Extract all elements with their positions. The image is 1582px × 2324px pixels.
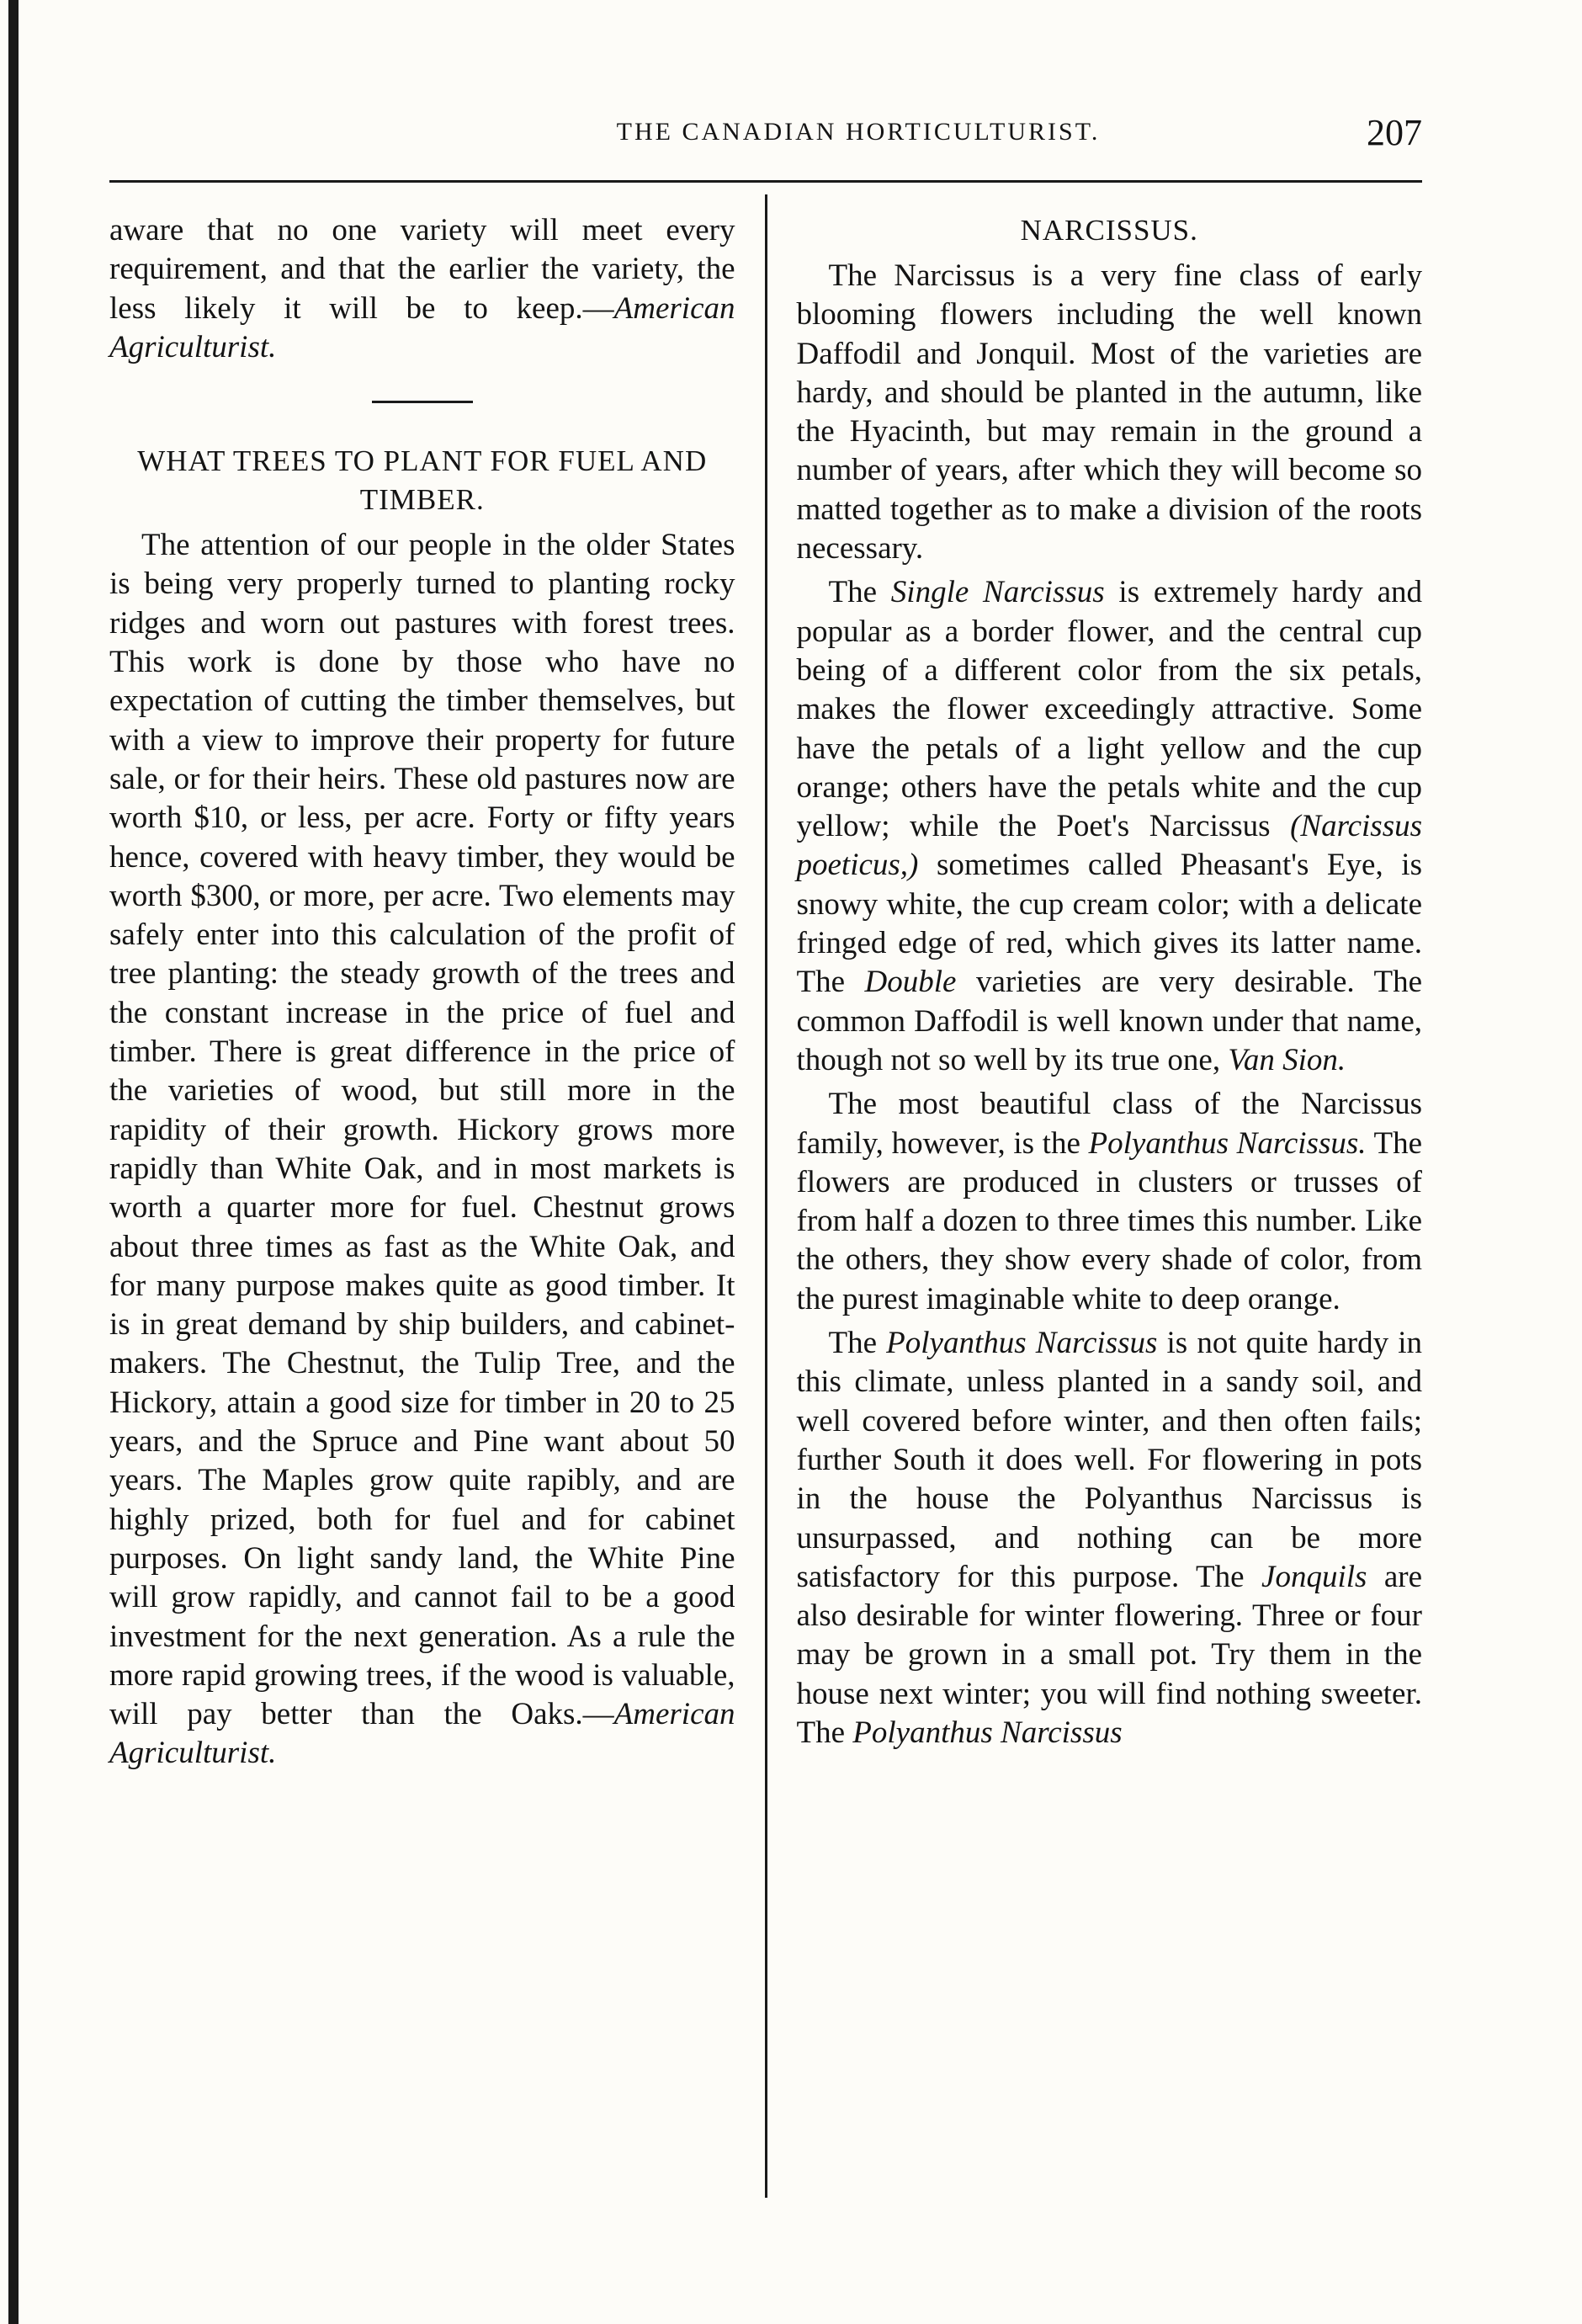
italic-run: Jonquils — [1261, 1559, 1367, 1594]
text-run: The Narcissus is a very fine class of early blooming flowers including the well known Daffodil and Jonquil. Most of the varieties are hardy, and should be planted in the autumn, like the Hyacinth, but may remain in the ground a number of years, after which they will become so matted together as to make a division of the roots necessary. — [796, 258, 1422, 566]
italic-run: Van Sion. — [1228, 1042, 1346, 1077]
text-run: varieties are very desirable. The common Daffodil is well known under that name, though not so well by its true one, — [796, 965, 1422, 1077]
document-page — [109, 112, 1423, 2198]
narcissus-paragraph-4 — [797, 1324, 1423, 1752]
section-divider — [372, 401, 473, 403]
italic-run: Polyanthus Narcissus — [886, 1326, 1158, 1361]
italic-run: (Narcissus poeticus,) — [796, 809, 1422, 883]
italic-run: Single Narcissus — [890, 575, 1105, 610]
text-columns — [109, 211, 1422, 2198]
italic-run: Double — [864, 965, 957, 1000]
text-run: The most beautiful class of the Narcissus family, however, is the — [796, 1087, 1422, 1161]
text-run: The flowers are produced in clusters or trusses of from half a dozen to three times this number. Like the others, they show every shade of color, from the purest imaginable white to deep orange. — [796, 1125, 1423, 1316]
italic-run: American Agriculturist. — [109, 1697, 735, 1771]
narcissus-paragraph-3 — [797, 1085, 1423, 1319]
text-run: is extremely hardy and popular as a border flower, and the central cup being of a different color from the six petals, makes the flower exceedingly attractive. Some have the petals of a light yellow and the cup orange; others have the petals white and the cup yellow; while the Poet's Narcissus — [796, 575, 1422, 844]
continued-paragraph — [109, 211, 735, 367]
right-column — [767, 211, 1423, 2198]
header-rule — [109, 180, 1422, 183]
text-run: is not quite hardy in this climate, unless planted in a sandy soil, and well covered before winter, and then often fails; further South it does well. For flowering in pots in the house the Polyanthus Narcissus is unsurpassed, and nothing can be more satisfactory for this purpose. The — [796, 1326, 1422, 1594]
page-number: 207 — [1367, 112, 1422, 153]
text-run: The — [828, 575, 891, 610]
text-run: are also desirable for winter flowering. Three or four may be grown in a small pot. Try them in the house next winter; you will find nothing sweeter. The — [796, 1559, 1422, 1750]
narcissus-paragraph-2 — [797, 573, 1423, 1080]
text-run: The attention of our people in the older States is being very properly turned to planting rocky ridges and worn out pastures with forest trees. This work is done by those who have no expectation of cutting the timber themselves, but with a view to improve their property for future sale, or for their heirs. These old pastures now are worth $10, or less, per acre. Forty or fifty years hence, covered with heavy timber, they would be worth $300, or more, per acre. Two elements may safely enter into this calculation of the profit of tree planting: the steady growth of the trees and the constant increase in the price of fuel and timber. There is great difference in the price of the varieties of wood, but still more in the rapidity of their growth. Hickory grows more rapidly than White Oak, and in most markets is worth a quarter more for fuel. Chestnut grows about three times as fast as the White Oak, and for many purpose makes quite as good timber. It is in great demand by ship builders, and cabinet-makers. The Chestnut, the Tulip Tree, and the Hickory, attain a good size for timber in 20 to 25 years, and the Spruce and Pine want about 50 years. The Maples grow quite rapibly, and are highly prized, both for fuel and for cabinet purposes. On light sandy land, the White Pine will grow rapidly, and cannot fail to be a good investment for the next generation. As a rule the more rapid growing trees, if the wood is valuable, will pay better than the Oaks.— — [109, 528, 735, 1732]
article-title-narcissus: NARCISSUS. — [1020, 214, 1198, 247]
article-title-trees: WHAT TREES TO PLANT FOR FUEL AND TIMBER. — [137, 444, 708, 517]
journal-title: THE CANADIAN HORTICULTURIST. — [616, 118, 1101, 146]
trees-article-body — [109, 526, 735, 1774]
text-run: sometimes called Pheasant's Eye, is snowy white, the cup cream color; with a delicate fringed edge of red, which gives its latter name. The — [796, 848, 1422, 1000]
italic-run: Polyanthus Narcissus. — [1088, 1125, 1367, 1161]
left-column — [109, 211, 765, 2198]
running-header — [109, 112, 1422, 168]
narcissus-paragraph-1 — [797, 257, 1423, 568]
text-run: The — [828, 1326, 887, 1361]
page-edge-shadow — [8, 0, 19, 2324]
italic-run: American Agriculturist. — [109, 290, 735, 364]
text-run: aware that no one variety will meet every requirement, and that the earlier the variety, the less likely it will be to keep.— — [109, 213, 735, 326]
italic-run: Polyanthus Narcissus — [852, 1715, 1123, 1750]
